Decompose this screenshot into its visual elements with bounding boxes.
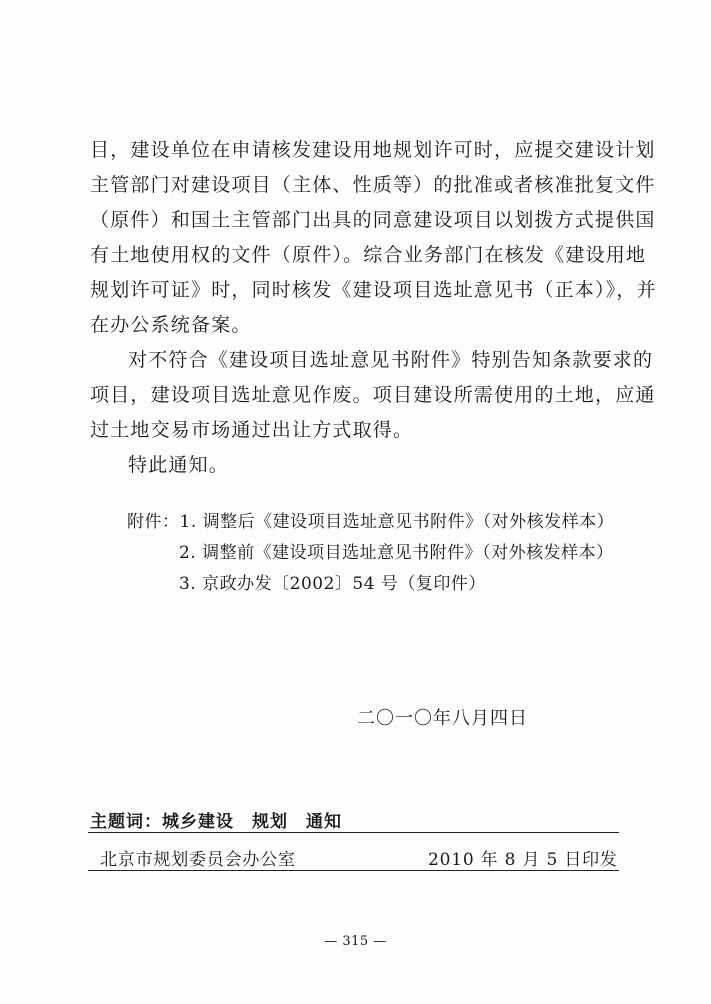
attachment-item: 3. 京政办发〔2002〕54 号（复印件）	[179, 574, 486, 594]
body-line: 特此通知。	[128, 454, 230, 476]
body-line: 过土地交易市场通过出让方式取得。	[90, 419, 414, 441]
divider-bottom	[88, 870, 619, 871]
issue-date: 2010 年 8 月 5 日印发	[428, 850, 618, 870]
body-line: 目，建设单位在申请核发建设用地规划许可时，应提交建设计划	[90, 139, 656, 161]
signature-date: 二〇一〇年八月四日	[357, 708, 528, 729]
attachment-item	[127, 507, 647, 538]
body-line: 项目，建设项目选址意见作废。项目建设所需使用的土地，应通	[90, 384, 656, 406]
divider-top	[88, 832, 619, 833]
body-line: （原件）和国土主管部门出具的同意建设项目以划拨方式提供国	[90, 209, 656, 231]
attachment-text: 1. 调整后《建设项目选址意见书附件》（对外核发样本）	[179, 512, 615, 532]
issuing-office: 北京市规划委员会办公室	[100, 850, 296, 870]
body-line: 有土地使用权的文件（原件）。综合业务部门在核发《建设用地	[90, 244, 647, 266]
attachments-list	[127, 507, 647, 600]
subject-keywords: 主题词：城乡建设 规划 通知	[90, 812, 342, 832]
body-line: 规划许可证》时，同时核发《建设项目选址意见书（正本）》，并	[90, 279, 657, 301]
body-line: 主管部门对建设项目（主体、性质等）的批准或者核准批复文件	[90, 174, 656, 196]
page-number: — 315 —	[324, 934, 387, 949]
body-text	[90, 133, 657, 483]
body-line: 在办公系统备案。	[90, 314, 252, 336]
attachment-item: 2. 调整前《建设项目选址意见书附件》（对外核发样本）	[179, 543, 614, 563]
attachments-label: 附件：	[127, 512, 180, 532]
body-line: 对不符合《建设项目选址意见书附件》特别告知条款要求的	[128, 349, 654, 371]
